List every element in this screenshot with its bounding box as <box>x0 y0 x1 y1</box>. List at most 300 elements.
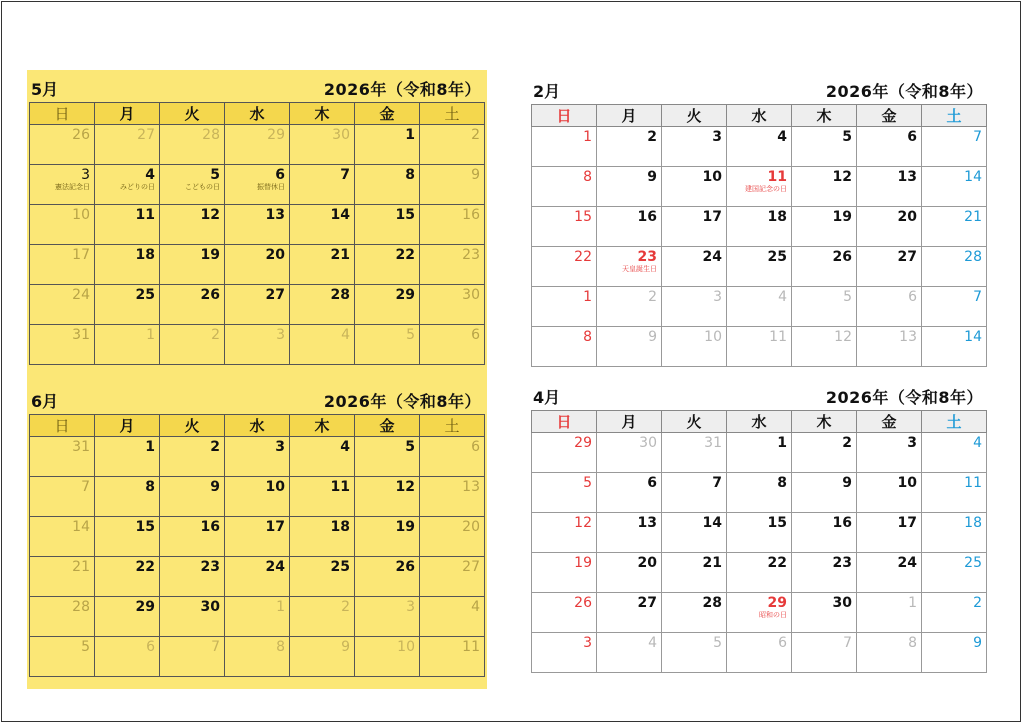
day-cell <box>355 285 420 325</box>
day-number: 12 <box>200 207 220 223</box>
day-number: 17 <box>702 209 722 225</box>
day-number: 9 <box>647 169 657 185</box>
day-cell <box>532 287 597 327</box>
day-number: 7 <box>973 289 982 305</box>
month-label: 5月 <box>31 80 59 99</box>
day-cell <box>727 127 792 167</box>
holiday-name: みどりの日 <box>120 183 155 191</box>
day-cell <box>160 477 225 517</box>
day-number: 2 <box>973 595 982 611</box>
day-cell <box>597 287 662 327</box>
day-cell <box>922 433 987 473</box>
day-number: 9 <box>341 639 350 655</box>
day-cell <box>420 597 485 637</box>
week-row <box>532 247 987 287</box>
day-cell <box>290 205 355 245</box>
day-cell <box>420 557 485 597</box>
day-number: 23 <box>637 249 657 265</box>
day-cell <box>95 477 160 517</box>
day-cell <box>355 165 420 205</box>
day-number: 4 <box>340 439 350 455</box>
day-number: 3 <box>713 289 722 305</box>
day-number: 22 <box>767 555 787 571</box>
day-number: 6 <box>471 327 480 343</box>
day-cell <box>160 517 225 557</box>
day-cell <box>532 327 597 367</box>
day-number: 13 <box>899 329 917 345</box>
day-cell <box>290 325 355 365</box>
day-cell <box>597 247 662 287</box>
day-cell <box>597 327 662 367</box>
day-number: 19 <box>832 209 852 225</box>
day-cell <box>160 125 225 165</box>
day-cell <box>225 285 290 325</box>
day-number: 8 <box>276 639 285 655</box>
day-cell <box>95 285 160 325</box>
day-cell <box>355 557 420 597</box>
day-number: 27 <box>137 127 155 143</box>
weekday-header-thu: 木 <box>290 103 355 125</box>
week-row <box>532 127 987 167</box>
holiday-name: こどもの日 <box>185 183 220 191</box>
day-cell <box>30 517 95 557</box>
day-cell <box>420 637 485 677</box>
day-cell <box>922 287 987 327</box>
year-label: 2026年（令和8年） <box>825 388 983 407</box>
day-cell <box>95 437 160 477</box>
day-cell <box>225 597 290 637</box>
day-cell <box>95 245 160 285</box>
day-cell <box>792 593 857 633</box>
day-number: 18 <box>330 519 350 535</box>
day-number: 6 <box>907 129 917 145</box>
day-cell <box>857 287 922 327</box>
calendar-june <box>27 382 487 677</box>
day-number: 6 <box>647 475 657 491</box>
weekday-header-wed: 水 <box>727 411 792 433</box>
day-number: 8 <box>777 475 787 491</box>
weekday-header-mon: 月 <box>597 105 662 127</box>
day-number: 4 <box>648 635 657 651</box>
day-number: 25 <box>330 559 350 575</box>
day-number: 3 <box>81 167 90 183</box>
day-number: 9 <box>842 475 852 491</box>
day-number: 30 <box>200 599 220 615</box>
day-cell <box>95 125 160 165</box>
month-label: 2月 <box>533 82 561 101</box>
day-cell <box>792 327 857 367</box>
day-number: 6 <box>778 635 787 651</box>
day-cell <box>597 633 662 673</box>
day-number: 3 <box>712 129 722 145</box>
day-cell <box>922 127 987 167</box>
day-number: 18 <box>767 209 787 225</box>
day-cell <box>857 327 922 367</box>
day-cell <box>727 327 792 367</box>
day-number: 28 <box>702 595 722 611</box>
weekday-header-wed: 水 <box>727 105 792 127</box>
day-number: 11 <box>964 475 982 491</box>
day-cell <box>160 245 225 285</box>
day-number: 14 <box>72 519 90 535</box>
day-number: 27 <box>265 287 285 303</box>
weekday-header-sat: 土 <box>420 415 485 437</box>
day-cell <box>727 287 792 327</box>
weekday-header-mon: 月 <box>597 411 662 433</box>
day-number: 23 <box>200 559 220 575</box>
day-number: 1 <box>583 289 592 305</box>
day-number: 5 <box>81 639 90 655</box>
day-cell <box>597 553 662 593</box>
day-cell <box>30 597 95 637</box>
day-cell <box>290 557 355 597</box>
day-number: 29 <box>135 599 155 615</box>
week-row <box>532 473 987 513</box>
day-number: 11 <box>135 207 155 223</box>
day-number: 16 <box>462 207 480 223</box>
day-cell <box>857 633 922 673</box>
day-cell <box>922 327 987 367</box>
day-cell <box>532 513 597 553</box>
day-cell <box>95 165 160 205</box>
day-number: 21 <box>702 555 722 571</box>
day-cell <box>857 473 922 513</box>
day-cell <box>922 207 987 247</box>
week-row <box>30 597 485 637</box>
day-number: 7 <box>340 167 350 183</box>
day-number: 17 <box>265 519 285 535</box>
day-number: 7 <box>712 475 722 491</box>
year-label: 2026年（令和8年） <box>825 82 983 101</box>
day-cell <box>225 557 290 597</box>
day-number: 7 <box>211 639 220 655</box>
weekday-header-wed: 水 <box>225 103 290 125</box>
day-cell <box>727 207 792 247</box>
day-number: 4 <box>973 435 982 451</box>
day-cell <box>532 633 597 673</box>
weekday-header-sat: 土 <box>922 105 987 127</box>
day-cell <box>727 593 792 633</box>
day-cell <box>792 433 857 473</box>
day-cell <box>597 127 662 167</box>
day-number: 28 <box>202 127 220 143</box>
day-cell <box>792 127 857 167</box>
day-cell <box>420 477 485 517</box>
day-number: 4 <box>777 129 787 145</box>
month-label: 4月 <box>533 388 561 407</box>
day-cell <box>225 477 290 517</box>
day-number: 14 <box>964 329 982 345</box>
day-number: 20 <box>897 209 917 225</box>
weekday-header-mon: 月 <box>95 103 160 125</box>
week-row <box>532 593 987 633</box>
day-cell <box>225 245 290 285</box>
week-row <box>30 165 485 205</box>
day-cell <box>662 327 727 367</box>
calendar-february <box>529 72 989 367</box>
day-cell <box>727 167 792 207</box>
day-number: 12 <box>395 479 415 495</box>
day-number: 3 <box>406 599 415 615</box>
day-number: 15 <box>574 209 592 225</box>
day-number: 26 <box>72 127 90 143</box>
month-grid <box>531 410 987 673</box>
day-number: 15 <box>135 519 155 535</box>
day-cell <box>225 205 290 245</box>
day-number: 11 <box>462 639 480 655</box>
day-cell <box>290 437 355 477</box>
day-number: 10 <box>702 169 722 185</box>
day-number: 6 <box>471 439 480 455</box>
day-number: 8 <box>405 167 415 183</box>
day-cell <box>857 593 922 633</box>
day-cell <box>532 127 597 167</box>
weekday-header-tue: 火 <box>160 103 225 125</box>
month-grid <box>531 104 987 367</box>
day-number: 11 <box>769 329 787 345</box>
day-number: 5 <box>842 129 852 145</box>
day-number: 6 <box>908 289 917 305</box>
day-number: 31 <box>72 439 90 455</box>
day-cell <box>662 287 727 327</box>
week-row <box>532 433 987 473</box>
day-number: 30 <box>639 435 657 451</box>
day-number: 9 <box>210 479 220 495</box>
week-row <box>30 245 485 285</box>
day-number: 3 <box>275 439 285 455</box>
day-cell <box>792 247 857 287</box>
day-cell <box>727 433 792 473</box>
day-cell <box>727 513 792 553</box>
day-cell <box>922 247 987 287</box>
day-cell <box>30 285 95 325</box>
day-cell <box>225 325 290 365</box>
week-row <box>30 205 485 245</box>
day-cell <box>662 167 727 207</box>
day-number: 29 <box>395 287 415 303</box>
weekday-header-sat: 土 <box>420 103 485 125</box>
day-cell <box>355 477 420 517</box>
weekday-header-wed: 水 <box>225 415 290 437</box>
day-number: 29 <box>574 435 592 451</box>
day-cell <box>355 637 420 677</box>
day-number: 16 <box>637 209 657 225</box>
day-number: 5 <box>210 167 220 183</box>
day-cell <box>160 437 225 477</box>
day-number: 27 <box>462 559 480 575</box>
day-cell <box>792 553 857 593</box>
day-cell <box>225 437 290 477</box>
week-row <box>30 637 485 677</box>
day-number: 26 <box>200 287 220 303</box>
day-number: 5 <box>405 439 415 455</box>
day-cell <box>532 247 597 287</box>
day-cell <box>792 633 857 673</box>
day-cell <box>30 325 95 365</box>
day-number: 12 <box>832 169 852 185</box>
day-number: 11 <box>330 479 350 495</box>
weekday-header-fri: 金 <box>857 105 922 127</box>
day-number: 25 <box>767 249 787 265</box>
day-cell <box>662 553 727 593</box>
day-number: 21 <box>964 209 982 225</box>
day-cell <box>597 207 662 247</box>
day-cell <box>727 553 792 593</box>
day-cell <box>30 245 95 285</box>
day-cell <box>355 517 420 557</box>
month-label: 6月 <box>31 392 59 411</box>
holiday-name: 建国記念の日 <box>745 185 787 193</box>
day-number: 29 <box>267 127 285 143</box>
day-cell <box>532 473 597 513</box>
day-number: 10 <box>265 479 285 495</box>
day-cell <box>160 557 225 597</box>
day-cell <box>30 557 95 597</box>
day-number: 17 <box>897 515 917 531</box>
day-cell <box>857 127 922 167</box>
weekday-header-fri: 金 <box>857 411 922 433</box>
day-number: 25 <box>964 555 982 571</box>
day-cell <box>727 473 792 513</box>
calendar-header <box>529 72 989 104</box>
day-cell <box>532 593 597 633</box>
day-cell <box>160 637 225 677</box>
day-number: 30 <box>462 287 480 303</box>
day-number: 10 <box>72 207 90 223</box>
day-cell <box>662 513 727 553</box>
day-number: 19 <box>395 519 415 535</box>
day-number: 9 <box>648 329 657 345</box>
day-cell <box>355 597 420 637</box>
day-cell <box>857 207 922 247</box>
day-number: 20 <box>265 247 285 263</box>
day-number: 6 <box>275 167 285 183</box>
day-number: 5 <box>713 635 722 651</box>
day-cell <box>355 325 420 365</box>
week-row <box>532 513 987 553</box>
day-cell <box>662 247 727 287</box>
day-number: 19 <box>200 247 220 263</box>
day-number: 3 <box>583 635 592 651</box>
day-number: 26 <box>574 595 592 611</box>
week-row <box>532 633 987 673</box>
day-number: 30 <box>832 595 852 611</box>
week-row <box>532 553 987 593</box>
day-number: 10 <box>397 639 415 655</box>
day-number: 14 <box>702 515 722 531</box>
day-number: 22 <box>574 249 592 265</box>
day-cell <box>792 473 857 513</box>
weekday-header-sun: 日 <box>532 105 597 127</box>
day-cell <box>95 205 160 245</box>
day-number: 7 <box>81 479 90 495</box>
day-cell <box>922 553 987 593</box>
day-number: 13 <box>637 515 657 531</box>
day-number: 24 <box>897 555 917 571</box>
day-number: 20 <box>637 555 657 571</box>
day-cell <box>95 517 160 557</box>
day-number: 31 <box>704 435 722 451</box>
day-cell <box>225 125 290 165</box>
holiday-name: 振替休日 <box>257 183 285 191</box>
day-number: 17 <box>72 247 90 263</box>
weekday-header-thu: 木 <box>792 105 857 127</box>
week-row <box>30 285 485 325</box>
day-number: 8 <box>583 169 592 185</box>
day-number: 11 <box>767 169 787 185</box>
day-cell <box>30 437 95 477</box>
day-number: 24 <box>72 287 90 303</box>
day-number: 3 <box>276 327 285 343</box>
day-cell <box>290 285 355 325</box>
day-cell <box>160 285 225 325</box>
week-row <box>532 327 987 367</box>
calendar-header <box>529 378 989 410</box>
day-number: 12 <box>574 515 592 531</box>
day-cell <box>420 245 485 285</box>
day-cell <box>532 207 597 247</box>
day-cell <box>420 165 485 205</box>
weekday-header-fri: 金 <box>355 415 420 437</box>
weekday-header-thu: 木 <box>792 411 857 433</box>
day-number: 8 <box>583 329 592 345</box>
day-number: 18 <box>964 515 982 531</box>
day-number: 18 <box>135 247 155 263</box>
day-number: 5 <box>583 475 592 491</box>
day-number: 4 <box>341 327 350 343</box>
day-number: 16 <box>200 519 220 535</box>
day-number: 13 <box>897 169 917 185</box>
day-number: 13 <box>265 207 285 223</box>
day-cell <box>597 473 662 513</box>
day-cell <box>30 165 95 205</box>
day-cell <box>290 477 355 517</box>
day-number: 28 <box>964 249 982 265</box>
day-cell <box>857 167 922 207</box>
day-number: 31 <box>72 327 90 343</box>
calendar-header <box>27 70 487 102</box>
weekday-header-sun: 日 <box>30 103 95 125</box>
day-number: 10 <box>897 475 917 491</box>
day-cell <box>857 553 922 593</box>
day-cell <box>792 287 857 327</box>
day-cell <box>225 517 290 557</box>
day-cell <box>662 473 727 513</box>
day-cell <box>30 205 95 245</box>
day-number: 25 <box>135 287 155 303</box>
week-row <box>30 125 485 165</box>
day-number: 16 <box>832 515 852 531</box>
weekday-header-tue: 火 <box>662 411 727 433</box>
year-label: 2026年（令和8年） <box>323 80 481 99</box>
day-number: 5 <box>406 327 415 343</box>
day-cell <box>922 473 987 513</box>
day-number: 26 <box>395 559 415 575</box>
day-number: 26 <box>832 249 852 265</box>
day-cell <box>95 325 160 365</box>
calendar-header <box>27 382 487 414</box>
day-cell <box>727 633 792 673</box>
holiday-name: 憲法記念日 <box>55 183 90 191</box>
day-cell <box>597 433 662 473</box>
day-number: 22 <box>395 247 415 263</box>
weekday-header-sun: 日 <box>30 415 95 437</box>
day-number: 2 <box>341 599 350 615</box>
weekday-header-tue: 火 <box>160 415 225 437</box>
day-number: 7 <box>973 129 982 145</box>
day-number: 2 <box>210 439 220 455</box>
day-cell <box>532 553 597 593</box>
